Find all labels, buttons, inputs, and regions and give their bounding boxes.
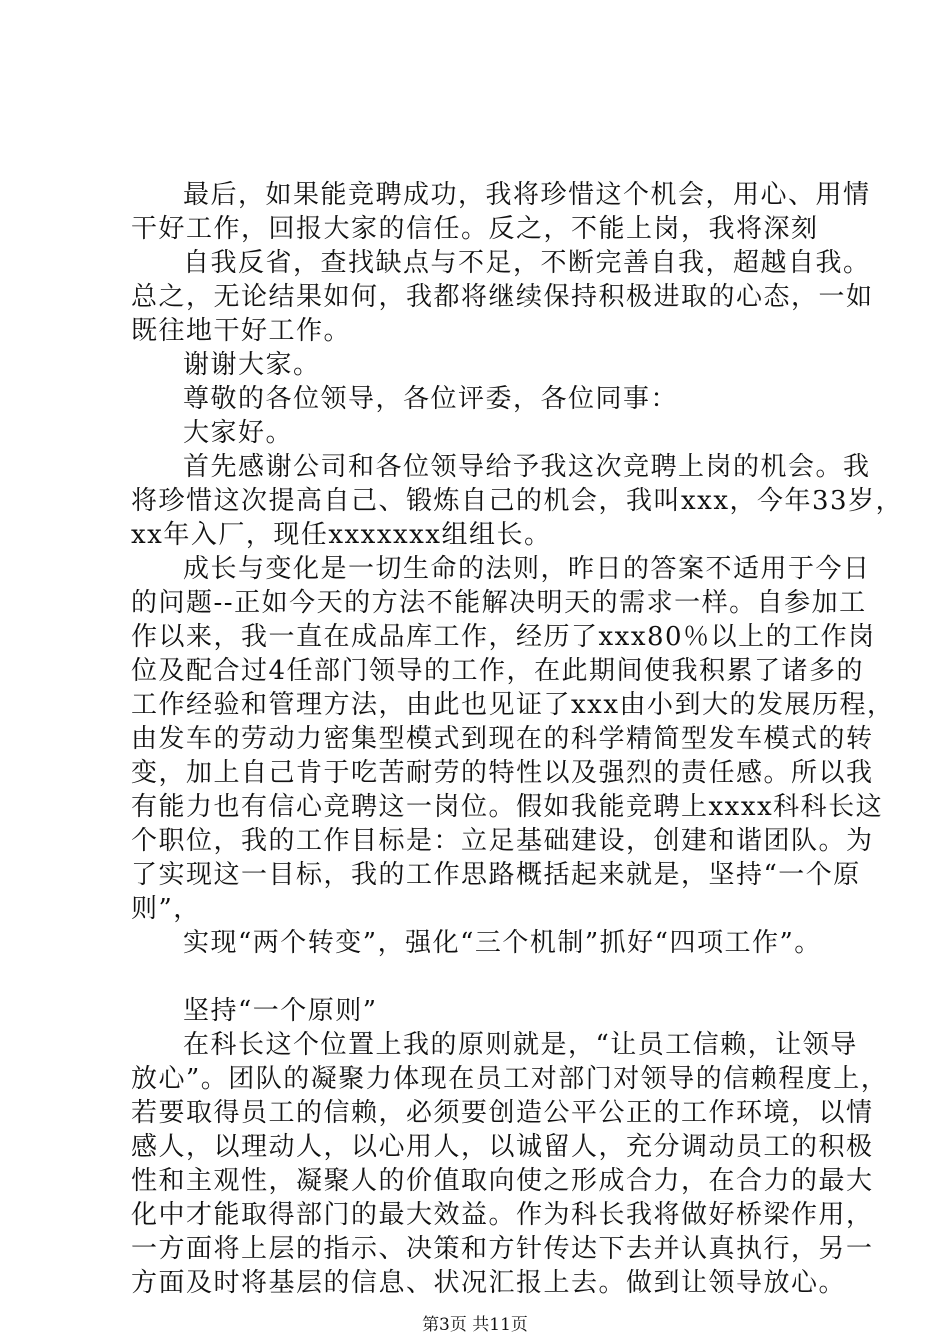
text-line: 谢谢大家。 xyxy=(183,350,321,380)
text-line: 感人，以理动人，以心用人，以诚留人，充分调动员工的积极 xyxy=(131,1132,874,1162)
text-line: 实现“两个转变”，强化“三个机制”抓好“四项工作”。 xyxy=(183,928,822,958)
text-line: 作以来，我一直在成品库工作，经历了xxx80％以上的工作岗 xyxy=(131,622,876,652)
page-footer: 第3页 共11页 xyxy=(422,1315,528,1335)
text-line: 大家好。 xyxy=(183,418,294,448)
text-line: 首先感谢公司和各位领导给予我这次竞聘上岗的机会。我 xyxy=(183,452,871,482)
text-line: 若要取得员工的信赖，必须要创造公平公正的工作环境，以情 xyxy=(131,1098,874,1128)
text-line: 方面及时将基层的信息、状况汇报上去。做到让领导放心。 xyxy=(131,1268,847,1298)
text-line: 变，加上自己肯于吃苦耐劳的特性以及强烈的责任感。所以我 xyxy=(131,758,874,788)
text-line: 既往地干好工作。 xyxy=(131,316,352,346)
text-line: 干好工作，回报大家的信任。反之，不能上岗，我将深刻 xyxy=(131,214,819,244)
text-line: 总之，无论结果如何，我都将继续保持积极进取的心态，一如 xyxy=(131,282,874,312)
text-line: 在科长这个位置上我的原则就是，“让员工信赖，让领导 xyxy=(183,1030,858,1060)
text-line: 成长与变化是一切生命的法则，昨日的答案不适用于今日 xyxy=(183,554,871,584)
text-line: 个职位，我的工作目标是：立足基础建设，创建和谐团队。为 xyxy=(131,826,874,856)
text-line: 自我反省，查找缺点与不足，不断完善自我，超越自我。 xyxy=(183,248,871,278)
text-line: 化中才能取得部门的最大效益。作为科长我将做好桥梁作用， xyxy=(131,1200,874,1230)
text-line: 一方面将上层的指示、决策和方针传达下去并认真执行，另一 xyxy=(131,1234,874,1264)
text-line: 了实现这一目标，我的工作思路概括起来就是，坚持“一个原 xyxy=(131,860,861,890)
text-line: 的问题--正如今天的方法不能解决明天的需求一样。自参加工 xyxy=(131,588,867,618)
section-heading: 坚持“一个原则” xyxy=(183,996,378,1026)
text-line: 放心”。团队的凝聚力体现在员工对部门对领导的信赖程度上， xyxy=(131,1064,889,1094)
text-line: 性和主观性，凝聚人的价值取向使之形成合力，在合力的最大 xyxy=(131,1166,874,1196)
text-line: 工作经验和管理方法，由此也见证了xxx由小到大的发展历程， xyxy=(131,690,895,720)
text-line: 则”， xyxy=(131,894,201,924)
text-line: xx年入厂，现任xxxxxxx组组长。 xyxy=(131,520,552,550)
text-line: 将珍惜这次提高自己、锻炼自己的机会，我叫xxx，今年33岁， xyxy=(131,486,904,516)
text-line: 尊敬的各位领导，各位评委，各位同事： xyxy=(183,384,679,414)
text-line: 最后，如果能竞聘成功，我将珍惜这个机会，用心、用情 xyxy=(183,180,871,210)
text-line: 有能力也有信心竞聘这一岗位。假如我能竞聘上xxxx科科长这 xyxy=(131,792,884,822)
text-line: 由发车的劳动力密集型模式到现在的科学精简型发车模式的转 xyxy=(131,724,874,754)
text-line: 位及配合过4任部门领导的工作，在此期间使我积累了诸多的 xyxy=(131,656,865,686)
